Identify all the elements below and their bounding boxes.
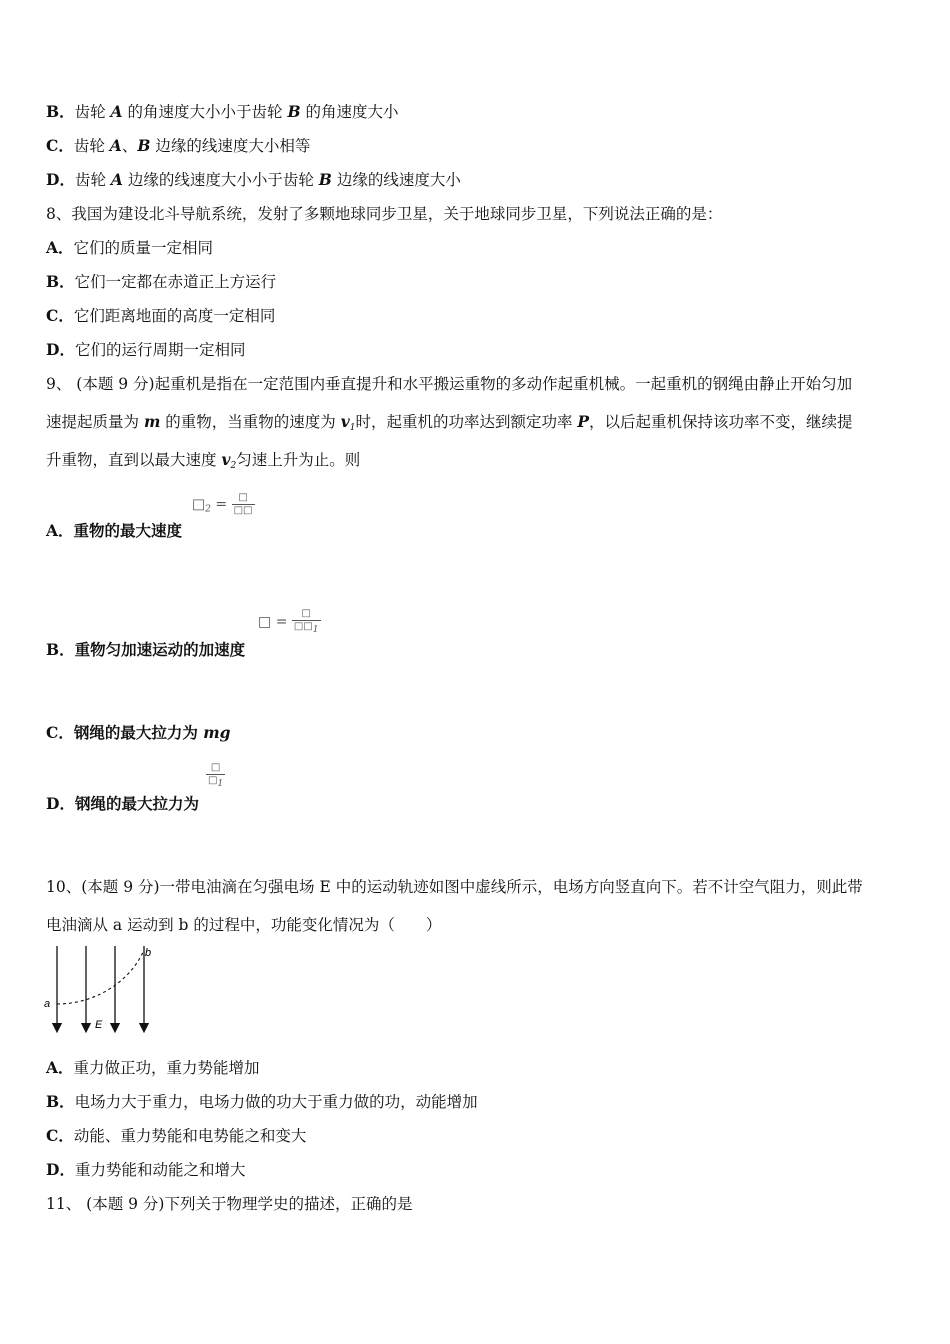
- q9-option-d: D．钢绳的最大拉力为: [46, 794, 199, 813]
- q9-option-a: A．重物的最大速度: [46, 521, 183, 540]
- q9-option-c: C．钢绳的最大拉力为 mg: [46, 723, 231, 742]
- q9-formula-b: □ = $\frac{□}{□□1}$: [258, 608, 319, 635]
- q9-formula-d: [206, 762, 225, 790]
- q9-formula-b-fraction: $\frac{□}{□□1}$: [293, 608, 319, 635]
- q8-option-c: C．它们距离地面的高度一定相同: [46, 306, 276, 325]
- q9-formula-a-fraction: $\frac{□}{□□}$: [233, 492, 253, 516]
- q10-stem-line1: 10、(本题 9 分)一带电油滴在匀强电场 E 中的运动轨迹如图中虚线所示，电场方向竖直向下。若不计空气阻力，则此带: [46, 878, 863, 896]
- q9-stem-line2: 速提起质量为 m 的重物，当重物的速度为 $v_1$时，起重机的功率达到额定功率 P，以后起重机保持该功率不变，继续提: [46, 412, 853, 433]
- q10-option-c: C．动能、重力势能和电势能之和变大: [46, 1126, 307, 1145]
- q10-option-a: A．重力做正功，重力势能增加: [46, 1058, 260, 1077]
- q10-option-b: B．电场力大于重力，电场力做的功大于重力做的功，动能增加: [46, 1092, 478, 1111]
- q9-formula-a: $□_2$ = $\frac{□}{□□}$: [192, 492, 253, 516]
- q9-formula-d-fraction: $\frac{□}{□1}$: [208, 762, 224, 789]
- point-a-label: a: [44, 998, 51, 1010]
- q9-option-b: B．重物匀加速运动的加速度: [46, 640, 246, 659]
- q9-stem-line1: 9、 (本题 9 分)起重机是指在一定范围内垂直提升和水平搬运重物的多动作起重机械。一起重机的钢绳由静止开始匀加: [46, 375, 853, 393]
- q10-option-d: D．重力势能和动能之和增大: [46, 1160, 246, 1179]
- q7-option-b: B．齿轮 A 的角速度大小小于齿轮 B 的角速度大小: [46, 102, 399, 121]
- q8-option-b: B．它们一定都在赤道正上方运行: [46, 272, 277, 291]
- q10-field-diagram: [40, 942, 160, 1037]
- q7-option-d: D．齿轮 A 边缘的线速度大小小于齿轮 B 边缘的线速度大小: [46, 170, 461, 189]
- q8-stem: 8、我国为建设北斗导航系统，发射了多颗地球同步卫星，关于地球同步卫星，下列说法正确的是：: [46, 205, 723, 223]
- field-e-label: E: [95, 1019, 103, 1031]
- q8-option-d: D．它们的运行周期一定相同: [46, 340, 246, 359]
- q7-option-c: C．齿轮 A、B 边缘的线速度大小相等: [46, 136, 311, 155]
- trajectory-dashed-curve: [57, 950, 144, 1004]
- q8-option-a: A．它们的质量一定相同: [46, 238, 214, 257]
- q9-stem-line3: 升重物，直到以最大速度 $v_2$匀速上升为止。则: [46, 450, 361, 471]
- q10-stem-line2: 电油滴从 a 运动到 b 的过程中，功能变化情况为（ ）: [46, 916, 442, 934]
- point-b-label: b: [145, 947, 152, 959]
- q11-stem: 11、 (本题 9 分)下列关于物理学史的描述，正确的是: [46, 1195, 413, 1213]
